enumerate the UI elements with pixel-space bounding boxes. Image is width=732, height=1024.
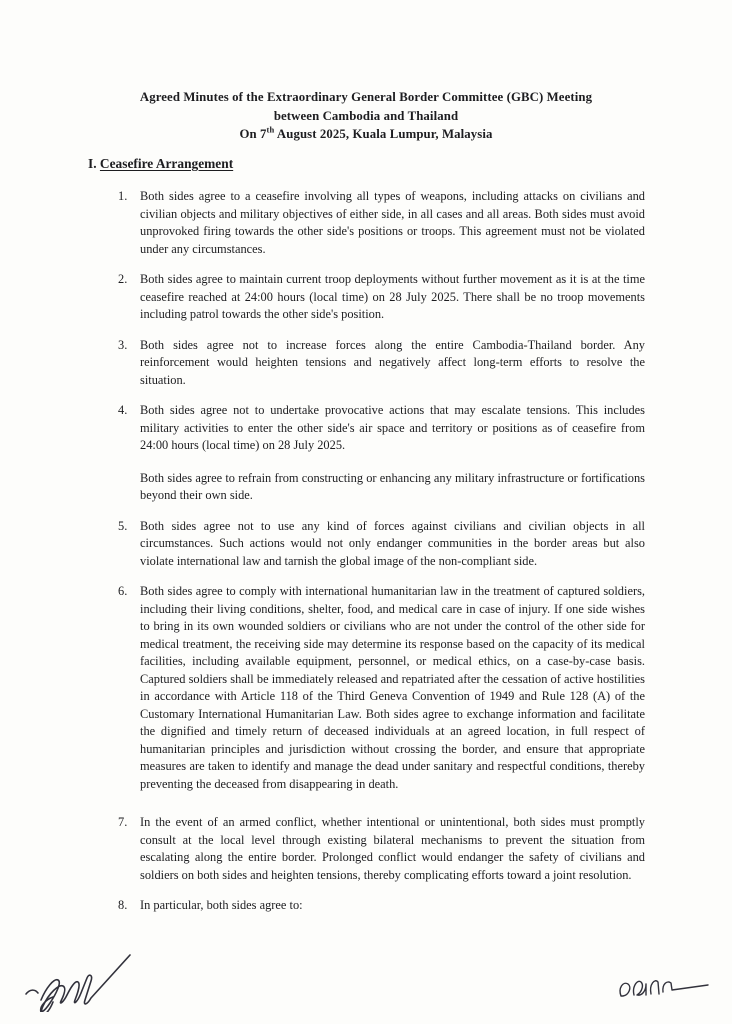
clause-6 bbox=[118, 583, 645, 793]
clause-1 bbox=[118, 188, 645, 258]
clause-number: 1. bbox=[118, 189, 128, 203]
date-ordinal-superscript: th bbox=[266, 124, 275, 135]
clause-number: 3. bbox=[118, 337, 128, 352]
section-numeral: I. bbox=[88, 156, 97, 171]
clause-number: 7. bbox=[118, 815, 128, 829]
clause-body bbox=[140, 337, 645, 390]
clause-8 bbox=[118, 897, 645, 915]
clause-number: 2. bbox=[118, 272, 128, 286]
title-line-2: between Cambodia and Thailand bbox=[273, 108, 459, 123]
clause-number: 8. bbox=[118, 898, 128, 912]
clause-2 bbox=[118, 271, 645, 324]
clause-number: 6. bbox=[118, 584, 128, 598]
clause-7 bbox=[118, 814, 645, 884]
clause-number: 5. bbox=[118, 518, 128, 533]
clause-paragraph: Both sides agree not to use any kind of forces against civilians and civilian objects in all circumstances. Such actions would not only endanger communities in the border areas but also violate international law and tarnish the global image of the non-compliant side. bbox=[140, 518, 645, 568]
clause-paragraph: Both sides agree not to undertake provocative actions that may escalate tensions. This includes military activities to enter the other side's air space and territory or positions as of ceasefire from 24:00 hours (local time) on 28 July 2025. bbox=[140, 403, 645, 452]
clause-body bbox=[140, 271, 645, 324]
clause-number: 4. bbox=[118, 403, 128, 417]
title-line-1: Agreed Minutes of the Extraordinary General Border Committee (GBC) Meeting bbox=[139, 90, 593, 104]
title-line-3: On 7th August 2025, Kuala Lumpur, Malaysia bbox=[239, 124, 493, 142]
section-heading-text: Ceasefire Arrangement bbox=[99, 156, 234, 171]
signature-initials-left-icon bbox=[22, 942, 147, 1012]
clause-paragraph: In particular, both sides agree to: bbox=[140, 898, 303, 912]
clause-body bbox=[140, 897, 645, 915]
section-heading bbox=[88, 156, 233, 172]
document-title bbox=[66, 88, 666, 144]
signature-initials-right-icon bbox=[612, 966, 712, 1008]
clause-3 bbox=[118, 337, 645, 390]
clause-paragraph: In the event of an armed conflict, whether intentional or unintentional, both sides must promptly consult at the local level through existing bilateral mechanisms to prevent the situation from escalating along the entire border. Prolonged conflict would endanger the safety of civilians and soldiers on both sides and heighten tensions, thereby complicating efforts toward a joint resolution. bbox=[140, 815, 645, 882]
clause-paragraph: Both sides agree not to increase forces along the entire Cambodia-Thailand border. Any reinforcement would heighten tensions and negatively affect long-term efforts to resolve the situation. bbox=[140, 337, 645, 387]
clause-paragraph: Both sides agree to comply with international humanitarian law in the treatment of captured soldiers, including their living conditions, shelter, food, and medical care in case of injury. If one side wishes to bring in its own wounded soldiers or civilians who are not under the control of the other side for medical treatment, the receiving side may determine its response based on the capacity of its medical facilities, including available equipment, personnel, or medical ethics, on a case-by-case basis. Captured soldiers shall be immediately released and repatriated after the cessation of active hostilities in accordance with Article 118 of the Third Geneva Convention of 1949 and Rule 128 (A) of the Customary International Humanitarian Law. Both sides agree to exchange information and facilitate the dignified and timely return of deceased individuals at an agreed location, in full respect of humanitarian principles and jurisdiction without crossing the border, and ensure that appropriate measures are taken to identify and manage the dead under sanitary and respectful conditions, thereby preventing the deceased from disappearing in death. bbox=[140, 584, 645, 791]
clause-body bbox=[140, 583, 645, 793]
clause-body bbox=[140, 814, 645, 884]
clause-body bbox=[140, 188, 645, 258]
clause-5 bbox=[118, 518, 645, 571]
clause-body bbox=[140, 402, 645, 505]
clause-paragraph: Both sides agree to maintain current troop deployments without further movement as it is at the time ceasefire reached at 24:00 hours (local time) on 28 July 2025. There shall be no troop movements including patrol towards the other side's position. bbox=[140, 272, 645, 321]
clause-4 bbox=[118, 402, 645, 505]
clause-paragraph: Both sides agree to refrain from constructing or enhancing any military infrastructure or fortifications beyond their own side. bbox=[140, 470, 645, 502]
clause-body bbox=[140, 518, 645, 571]
clause-paragraph: Both sides agree to a ceasefire involving all types of weapons, including attacks on civilians and civilian objects and military objectives of either side, in all cases and all areas. Both sides must avoid unprovoked firing towards the other side's positions or troops. This agreement must not be violated under any circumstances. bbox=[140, 189, 645, 256]
clause-list bbox=[118, 188, 645, 928]
